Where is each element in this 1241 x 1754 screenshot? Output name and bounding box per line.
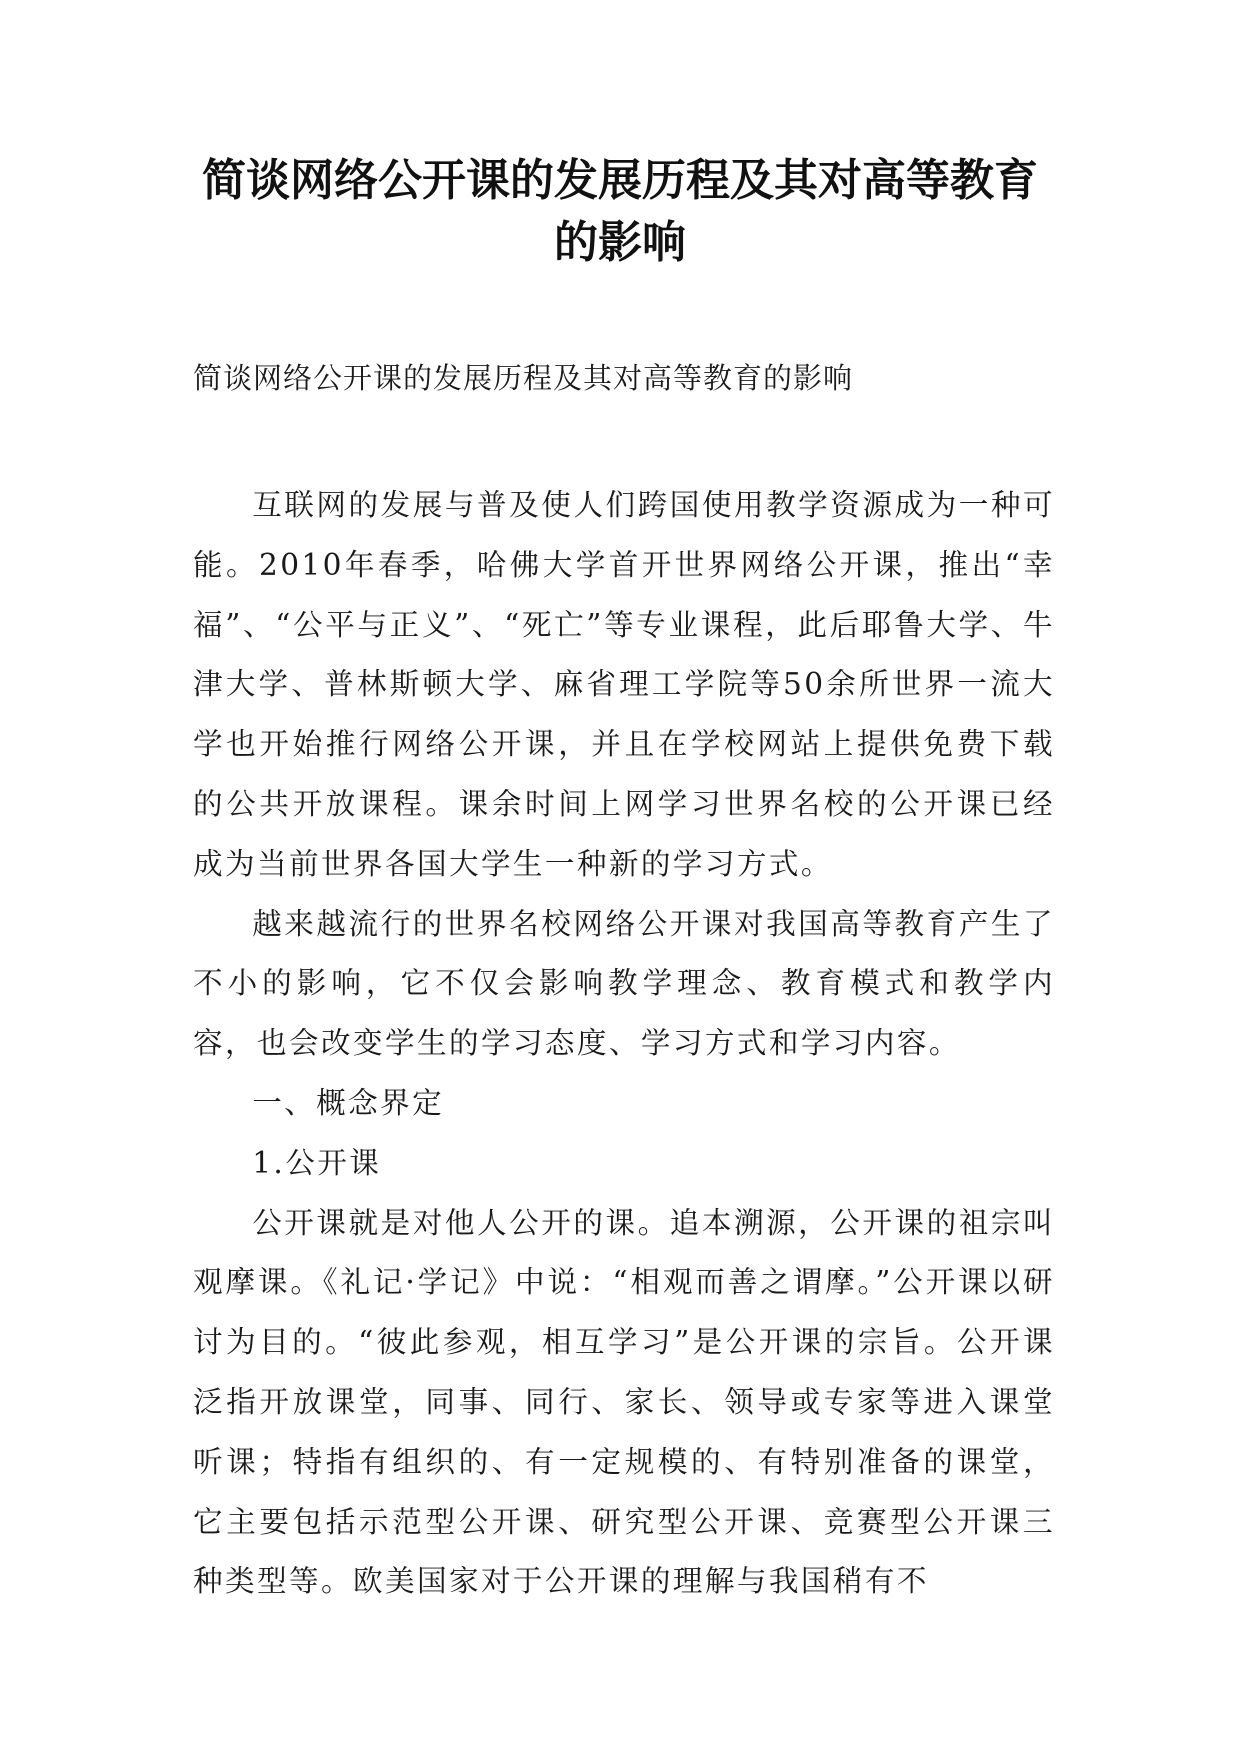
subsection-heading-open-course: 1.公开课 — [252, 1145, 382, 1180]
paragraph-open-course-definition: 公开课就是对他人公开的课。追本溯源，公开课的祖宗叫观摩课。《礼记·学记》中说：“相观而善之谓摩。”公开课以研讨为目的。“彼此参观，相互学习”是公开课的宗旨。公开课泛指开放课堂，同事、同行、家长、领导或专家等进入课堂听课；特指有组织的、有一定规模的、有特别准备的课堂，它主要包括示范型公开课、研究型公开课、竞赛型公开课三种类型等。欧美国家对于公开课的理解与我国稍有不 — [193, 1205, 1055, 1599]
paragraph-impact: 越来越流行的世界名校网络公开课对我国高等教育产生了不小的影响，它不仅会影响教学理念、教育模式和教学内容，也会改变学生的学习态度、学习方式和学习内容。 — [193, 906, 1055, 1061]
paragraph-intro: 互联网的发展与普及使人们跨国使用教学资源成为一种可能。2010年春季，哈佛大学首开世界网络公开课，推出“幸福”、“公平与正义”、“死亡”等专业课程，此后耶鲁大学、牛津大学、普林斯顿大学、麻省理工学院等50余所世界一流大学也开始推行网络公开课，并且在学校网站上提供免费下载的公共开放课程。课余时间上网学习世界名校的公开课已经成为当前世界各国大学生一种新的学习方式。 — [193, 488, 1055, 881]
document-title: 简谈网络公开课的发展历程及其对高等教育的影响 — [202, 155, 1038, 268]
document-subtitle: 简谈网络公开课的发展历程及其对高等教育的影响 — [193, 361, 854, 395]
document-body — [193, 476, 1055, 1612]
section-heading-concepts: 一、概念界定 — [252, 1085, 445, 1120]
